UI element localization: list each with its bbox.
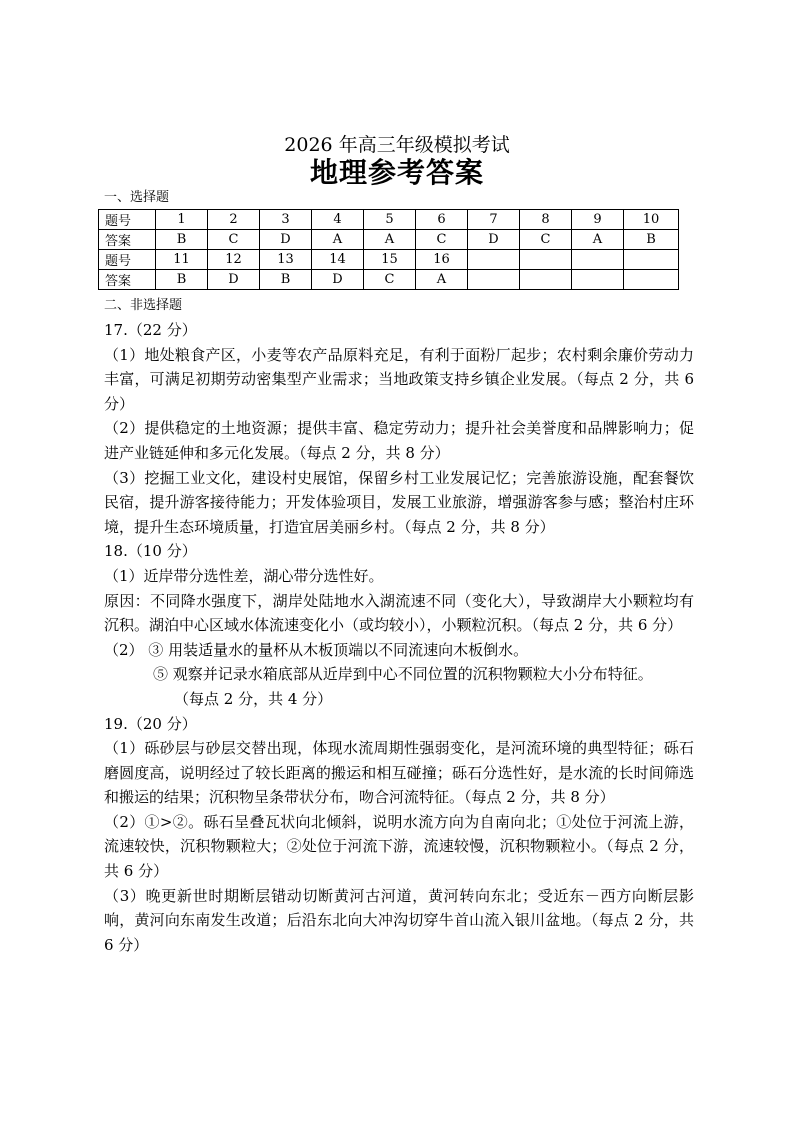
table-row <box>99 230 679 250</box>
table-cell: B <box>624 230 679 250</box>
table-cell <box>520 250 572 270</box>
q18-part2-step3: （2） ③ 用装适量水的量杯从木板顶端以不同流速向木板倒水。 <box>104 640 529 659</box>
table-cell: D <box>468 230 520 250</box>
table-cell: B <box>156 230 208 250</box>
table-cell: A <box>572 230 624 250</box>
table-cell <box>468 270 520 290</box>
q19-part1: （1）砾砂层与砂层交替出现，体现水流周期性强弱变化，是河流环境的典型特征；砾石磨圆度高，说明经过了较长距离的搬运和相互碰撞；砾石分选性好，是水流的长时间筛选和搬运的结果；沉积物呈条带状分布，吻合河流特征。（每点 2 分，共 8 分） <box>104 739 694 807</box>
table-cell: 9 <box>572 210 624 230</box>
table-cell: A <box>416 270 468 290</box>
table-cell: A <box>312 230 364 250</box>
table-cell: 16 <box>416 250 468 270</box>
q18-part1: （1）近岸带分选性差，湖心带分选性好。 <box>104 566 384 585</box>
table-cell: C <box>520 230 572 250</box>
row-header-answer: 答案 <box>99 230 156 250</box>
q18-reason: 原因：不同降水强度下，湖岸处陆地水入湖流速不同（变化大），导致湖岸大小颗粒均有沉积。湖泊中心区域水体流速变化小（或均较小），小颗粒沉积。（每点 2 分，共 6 分） <box>104 591 694 635</box>
q19-title: 19.（20 分） <box>104 714 197 733</box>
table-cell: C <box>416 230 468 250</box>
table-cell <box>468 250 520 270</box>
table-cell: 3 <box>260 210 312 230</box>
table-cell <box>572 270 624 290</box>
table-cell <box>572 250 624 270</box>
row-header-question: 题号 <box>99 250 156 270</box>
table-cell: 15 <box>364 250 416 270</box>
q18-part2-score: （每点 2 分，共 4 分） <box>174 689 333 708</box>
document-title: 地理参考答案 <box>309 156 484 189</box>
table-row <box>99 210 679 230</box>
q17-part2: （2）提供稳定的土地资源；提供丰富、稳定劳动力；提升社会美誉度和品牌影响力；促进产业链延伸和多元化发展。（每点 2 分，共 8 分） <box>104 419 694 462</box>
non-choice-answers <box>104 318 694 957</box>
table-cell: D <box>312 270 364 290</box>
row-header-question: 题号 <box>99 210 156 230</box>
q17-part3: （3）挖掘工业文化，建设村史展馆，保留乡村工业发展记忆；完善旅游设施，配套餐饮民宿，提升游客接待能力；开发体验项目，发展工业旅游，增强游客参与感；整治村庄环境，提升生态环境质量，打造宜居美丽乡村。（每点 2 分，共 8 分） <box>104 468 694 536</box>
q19-part2: （2）①>②。砾石呈叠瓦状向北倾斜，说明水流方向为自南向北；①处位于河流上游，流速较快，沉积物颗粒大；②处位于河流下游，流速较慢，沉积物颗粒小。（每点 2 分，共 6 分） <box>104 812 694 881</box>
table-cell: 7 <box>468 210 520 230</box>
table-cell: 8 <box>520 210 572 230</box>
table-cell: 6 <box>416 210 468 230</box>
table-row <box>99 250 679 270</box>
table-cell: 10 <box>624 210 679 230</box>
section2-label: 二、非选择题 <box>104 298 183 313</box>
table-cell: 1 <box>156 210 208 230</box>
table-row <box>99 270 679 290</box>
table-cell: C <box>208 230 260 250</box>
table-cell: 5 <box>364 210 416 230</box>
table-cell <box>624 250 679 270</box>
table-cell: 13 <box>260 250 312 270</box>
table-cell: B <box>260 270 312 290</box>
q18-title: 18.（10 分） <box>104 542 197 561</box>
table-cell: C <box>364 270 416 290</box>
table-cell <box>624 270 679 290</box>
row-header-answer: 答案 <box>99 270 156 290</box>
table-cell: A <box>364 230 416 250</box>
table-cell: D <box>208 270 260 290</box>
q17-part1: （1）地处粮食产区，小麦等农产品原料充足，有利于面粉厂起步；农村剩余廉价劳动力丰富，可满足初期劳动密集型产业需求；当地政策支持乡镇企业发展。（每点 2 分，共 6 分） <box>104 345 694 413</box>
multiple-choice-answer-table <box>98 209 679 290</box>
q19-part3: （3）晚更新世时期断层错动切断黄河古河道，黄河转向东北；受近东－西方向断层影响，黄河向东南发生改道；后沿东北向大冲沟切穿牛首山流入银川盆地。（每点 2 分，共 6 分） <box>104 886 694 954</box>
exam-title: 2026 年高三年级模拟考试 <box>284 134 510 156</box>
section1-label: 一、选择题 <box>104 190 170 205</box>
table-cell: D <box>260 230 312 250</box>
table-cell: 12 <box>208 250 260 270</box>
table-cell <box>520 270 572 290</box>
q17-title: 17.（22 分） <box>104 321 197 339</box>
table-cell: B <box>156 270 208 290</box>
table-cell: 4 <box>312 210 364 230</box>
table-cell: 2 <box>208 210 260 230</box>
q18-part2-step5: ⑤ 观察并记录水箱底部从近岸到中心不同位置的沉积物颗粒大小分布特征。 <box>153 665 653 684</box>
table-cell: 14 <box>312 250 364 270</box>
table-cell: 11 <box>156 250 208 270</box>
